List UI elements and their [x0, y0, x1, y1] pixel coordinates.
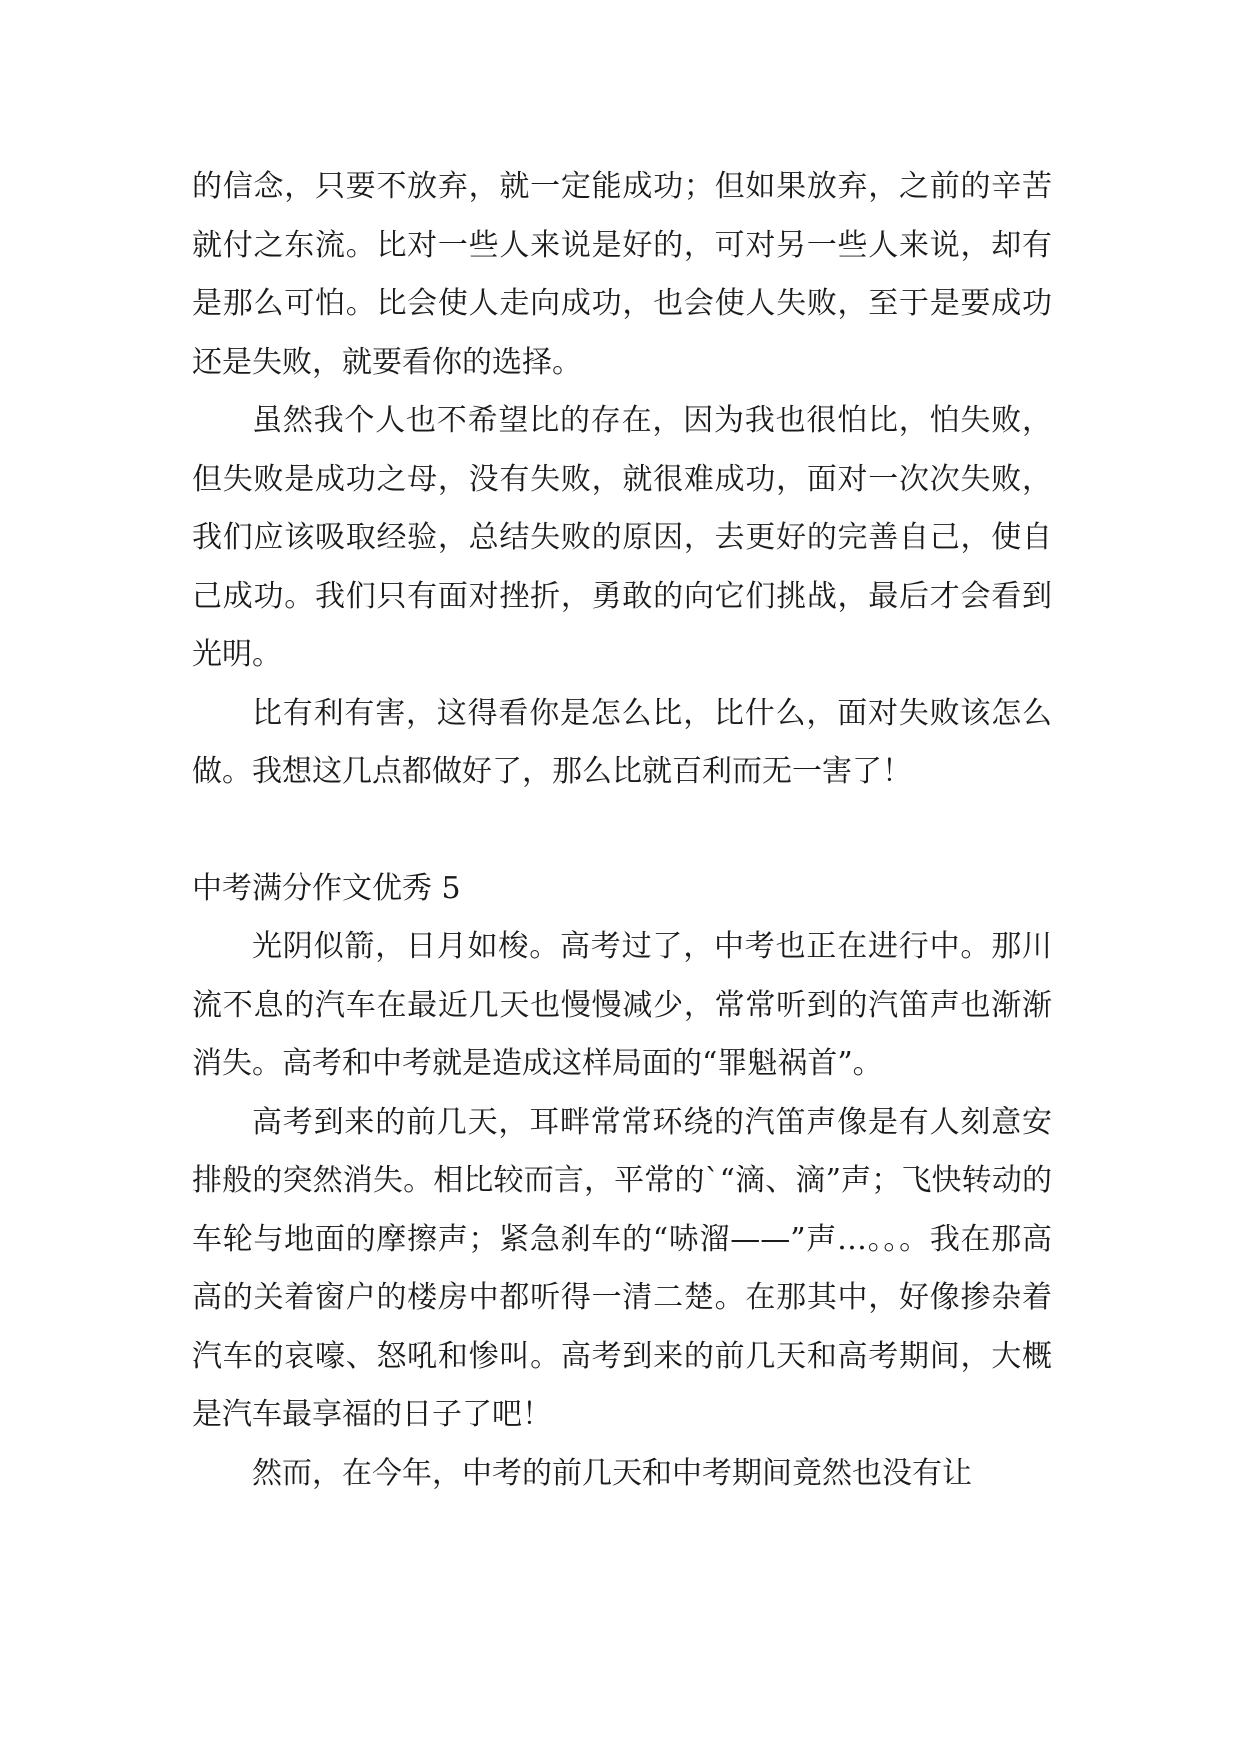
document-page [192, 158, 1052, 1503]
body-paragraph: 光阴似箭，日月如梭。高考过了，中考也正在进行中。那川流不息的汽车在最近几天也慢慢减少，常常听到的汽笛声也渐渐消失。高考和中考就是造成这样局面的“罪魁祸首”。 [192, 929, 1052, 1081]
body-paragraph: 然而，在今年，中考的前几天和中考期间竟然也没有让 [252, 1455, 972, 1491]
section-title: 中考满分作文优秀 5 [192, 870, 461, 906]
body-paragraph: 虽然我个人也不希望比的存在，因为我也很怕比，怕失败，但失败是成功之母，没有失败，就很难成功，面对一次次失败，我们应该吸取经验，总结失败的原因，去更好的完善自己，使自己成功。我们只有面对挫折，勇敢的向它们挑战，最后才会看到光明。 [192, 403, 1052, 672]
body-paragraph: 的信念，只要不放弃，就一定能成功；但如果放弃，之前的辛苦就付之东流。比对一些人来说是好的，可对另一些人来说，却有是那么可怕。比会使人走向成功，也会使人失败，至于是要成功还是失败，就要看你的选择。 [192, 169, 1052, 380]
body-paragraph: 高考到来的前几天，耳畔常常环绕的汽笛声像是有人刻意安排般的突然消失。相比较而言，平常的`“滴、滴”声；飞快转动的车轮与地面的摩擦声；紧急刹车的“哧溜——”声…。。。我在那高高的关着窗户的楼房中都听得一清二楚。在那其中，好像掺杂着汽车的哀嚎、怒吼和惨叫。高考到来的前几天和高考期间，大概是汽车最享福的日子了吧！ [192, 1104, 1052, 1432]
body-paragraph: 比有利有害，这得看你是怎么比，比什么，面对失败该怎么做。我想这几点都做好了，那么比就百利而无一害了！ [192, 695, 1052, 789]
